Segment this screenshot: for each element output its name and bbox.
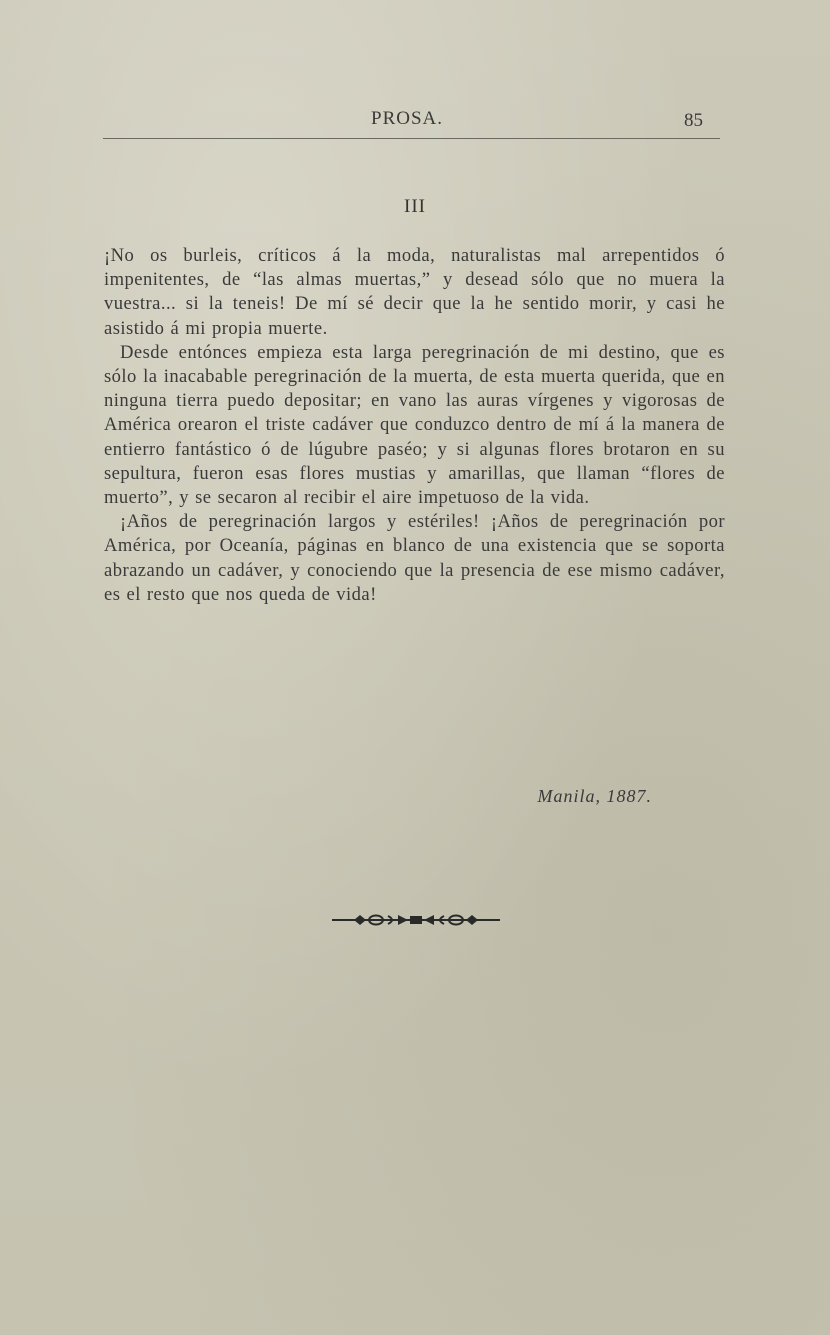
header-rule [103, 138, 720, 139]
section-number: III [404, 196, 426, 217]
running-header [103, 102, 720, 142]
running-title: PROSA. [371, 108, 443, 129]
paragraph: Desde entónces empieza esta larga peregrinación de mi destino, que es sólo la inacabable peregrinación de la muerta, de esta muerta querida, que en ninguna tierra puedo depositar; en vano las auras vírgenes y vigorosas de América orearon el triste cadáver que conduzco dentro de mí á la manera de entierro fantástico ó de lúgubre paséo; y si algunas flores brotaron en su sepultura, fueron esas flores mustias y amarillas, que llaman “flores de muerto”, y se secaron al recibir el aire impetuoso de la vida. [104, 341, 725, 509]
body-text [104, 244, 725, 607]
decorative-ornament-icon [332, 912, 500, 928]
page-number: 85 [684, 110, 703, 131]
paragraph: ¡No os burleis, críticos á la moda, naturalistas mal arrepentidos ó impenitentes, de “las almas muertas,” y desead sólo que no muera la vuestra... si la teneis! De mí sé decir que la he sentido morir, y casi he asistido á mi propia muerte. [104, 245, 725, 339]
paragraph: ¡Años de peregrinación largos y estériles! ¡Años de peregrinación por América, por Oceanía, páginas en blanco de una existencia que se soporta abrazando un cadáver, y conociendo que la presencia de ese mismo cadáver, es el resto que nos queda de vida! [104, 511, 725, 605]
dateline: Manila, 1887. [537, 786, 652, 806]
